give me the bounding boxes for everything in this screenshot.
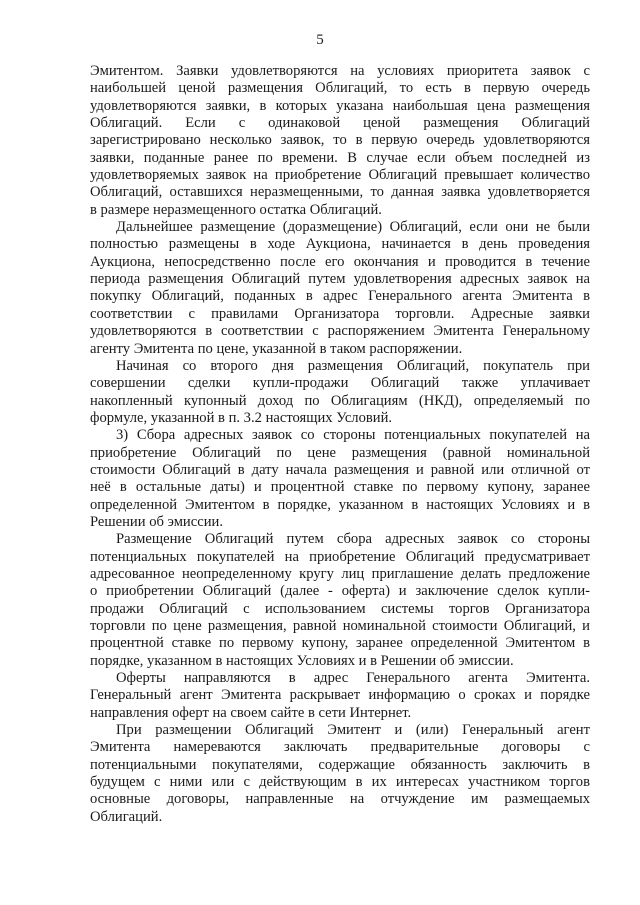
paragraph — [90, 531, 590, 670]
text-line: процентной ставке по первому купону, заранее определенной Эмитентом в — [90, 635, 590, 652]
text-line: зарегистрировано несколько заявок, то в первую очередь удовлетворяются — [90, 132, 590, 149]
paragraph — [90, 358, 590, 427]
text-line: наибольшей ценой размещения Облигаций, то есть в первую очередь — [90, 80, 590, 97]
text-line: Эмитента намереваются заключать предварительные договоры с — [90, 739, 590, 756]
text-line: полностью размещены в ходе Аукциона, начинается в день проведения — [90, 236, 590, 253]
text-line: Аукциона, непосредственно после его окончания и проводится в течение — [90, 253, 590, 270]
text-line: продажи Облигаций с использованием системы торгов Организатора — [90, 600, 590, 617]
text-line: Размещение Облигаций путем сбора адресных заявок со стороны — [116, 531, 590, 548]
text-line: основные договоры, направленные на отчуждение им размещаемых — [90, 791, 590, 808]
text-line: покупку Облигаций, поданных в адрес Генерального агента Эмитента в — [90, 288, 590, 305]
text-line: агенту Эмитента по цене, указанной в таком распоряжении. — [90, 340, 463, 357]
text-line: Генеральный агент Эмитента раскрывает информацию о сроках и порядке — [90, 687, 590, 704]
text-line: удовлетворяемых заявок на приобретение Облигаций превышает количество — [90, 167, 590, 184]
text-line: адресованное неопределенному кругу лиц приглашение делать предложение — [90, 565, 590, 582]
paragraph — [90, 219, 590, 358]
text-line: Облигаций. Если с одинаковой ценой размещения Облигаций — [90, 115, 590, 132]
text-line: периода размещения Облигаций путем удовлетворения адресных заявок на — [90, 271, 590, 288]
text-line: торговли по цене размещения, равной номинальной стоимости Облигаций, и — [90, 618, 590, 634]
text-line: Эмитентом. Заявки удовлетворяются на условиях приоритета заявок с — [90, 63, 590, 79]
text-line: При размещении Облигаций Эмитент и (или) Генеральный агент — [116, 722, 590, 739]
text-line: накопленный купонный доход по Облигациям (НКД), определяемый по — [90, 392, 590, 409]
text-line: направления оферт на своем сайте в сети Интернет. — [90, 704, 412, 721]
text-line: Облигаций. — [90, 808, 163, 825]
text-line: Начиная со второго дня размещения Облигаций, покупатель при — [116, 357, 590, 374]
text-line: заявки, поданные ранее по времени. В случае если объем последней из — [90, 149, 590, 166]
page-number: 5 — [316, 32, 324, 48]
text-line: порядке, указанном в настоящих Условиях и в Решении об эмиссии. — [90, 652, 514, 669]
text-line: определенной Эмитентом в порядке, указанном в настоящих Условиях и в — [90, 496, 590, 513]
paragraph — [90, 63, 590, 219]
text-line: потенциальных покупателей на приобретение Облигаций предусматривает — [90, 548, 590, 565]
document-body — [90, 63, 590, 826]
text-line: совершении сделки купли-продажи Облигаций также уплачивает — [90, 375, 590, 392]
text-line: формуле, указанной в п. 3.2 настоящих Условий. — [90, 409, 393, 426]
text-line: приобретение Облигаций по цене размещения (равной номинальной — [90, 444, 590, 461]
text-line: Оферты направляются в адрес Генерального агента Эмитента. — [116, 670, 590, 687]
text-line: удовлетворяются заявки, в которых указана наибольшая цена размещения — [90, 97, 590, 114]
text-line: Решении об эмиссии. — [90, 513, 223, 530]
paragraph — [90, 427, 590, 531]
text-line: Дальнейшее размещение (доразмещение) Облигаций, если они не были — [116, 219, 590, 236]
paragraph — [90, 722, 590, 826]
text-line: в размере неразмещенного остатка Облигаций. — [90, 201, 382, 218]
text-line: будущем с ними или с действующим в их интересах участником торгов — [90, 774, 590, 791]
text-line: о приобретении Облигаций (далее - оферта) и заключение сделок купли- — [90, 583, 590, 600]
paragraph — [90, 670, 590, 722]
text-line: потенциальными покупателями, содержащие обязанность заключить в — [90, 756, 590, 773]
text-line: соответствии с правилами Организатора торговли. Адресные заявки — [90, 305, 590, 322]
text-line: удовлетворяются в соответствии с распоряжением Эмитента Генеральному — [90, 323, 590, 340]
text-line: Облигаций, оставшихся неразмещенными, то данная заявка удовлетворяется — [90, 184, 590, 201]
text-line: 3) Сбора адресных заявок со стороны потенциальных покупателей на — [116, 427, 590, 444]
text-line: неё в остальные даты) и процентной ставке по первому купону, заранее — [90, 479, 590, 496]
text-line: стоимости Облигаций в дату начала размещения и равной или отличной от — [90, 461, 590, 478]
